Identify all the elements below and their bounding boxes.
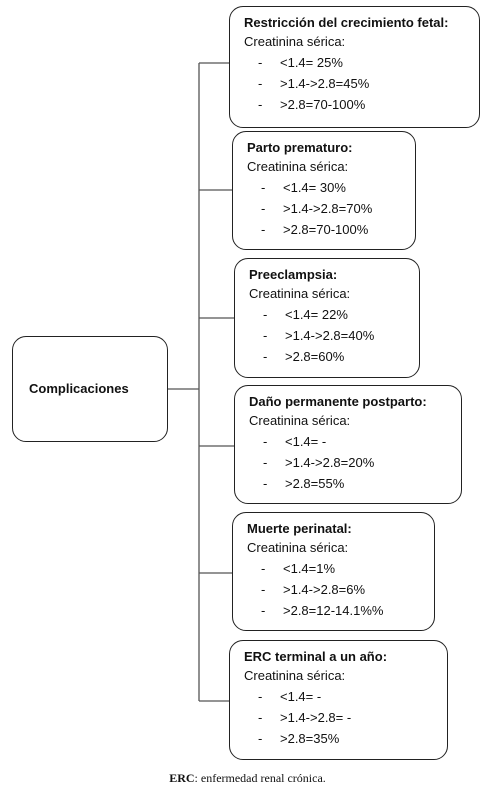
list-item <box>247 579 424 600</box>
list-item <box>244 94 469 115</box>
node-title: Daño permanente postparto: <box>249 394 427 409</box>
list-item-text: <1.4=1% <box>283 561 336 576</box>
list-item-text: >1.4->2.8=45% <box>280 76 370 91</box>
complication-node-fetal-growth <box>229 6 480 128</box>
footnote <box>0 771 495 786</box>
dash-bullet: - <box>258 97 263 112</box>
dash-bullet: - <box>263 349 268 364</box>
list-item <box>244 686 437 707</box>
list-item <box>249 473 451 494</box>
dash-bullet: - <box>263 455 268 470</box>
node-title: Restricción del crecimiento fetal: <box>244 15 449 30</box>
complication-node-preterm-birth <box>232 131 416 250</box>
list-item <box>247 600 424 621</box>
node-subtitle: Creatinina sérica: <box>249 413 351 428</box>
dash-bullet: - <box>258 55 263 70</box>
dash-bullet: - <box>258 76 263 91</box>
list-item-text: >2.8=55% <box>285 476 345 491</box>
list-item <box>247 198 405 219</box>
list-item <box>247 219 405 240</box>
list-item-text: >1.4->2.8= - <box>280 710 352 725</box>
dash-bullet: - <box>263 476 268 491</box>
list-item-text: >1.4->2.8=40% <box>285 328 375 343</box>
complication-node-perinatal-death <box>232 512 435 631</box>
dash-bullet: - <box>261 561 266 576</box>
footnote-text: : enfermedad renal crónica. <box>194 771 326 785</box>
list-item-text: >2.8=35% <box>280 731 340 746</box>
list-item <box>247 558 424 579</box>
list-item-text: <1.4= 30% <box>283 180 346 195</box>
node-subtitle: Creatinina sérica: <box>244 668 346 683</box>
node-subtitle: Creatinina sérica: <box>247 540 349 555</box>
dash-bullet: - <box>263 434 268 449</box>
list-item <box>249 452 451 473</box>
list-item-text: <1.4= - <box>285 434 327 449</box>
list-item-text: >1.4->2.8=20% <box>285 455 375 470</box>
list-item-text: <1.4= 22% <box>285 307 348 322</box>
node-title: Preeclampsia: <box>249 267 338 282</box>
list-item <box>244 728 437 749</box>
dash-bullet: - <box>258 710 263 725</box>
node-value-list <box>249 431 451 494</box>
list-item <box>244 707 437 728</box>
dash-bullet: - <box>258 731 263 746</box>
node-title: Parto prematuro: <box>247 140 353 155</box>
dash-bullet: - <box>263 328 268 343</box>
complication-node-esrd-one-year <box>229 640 448 760</box>
node-subtitle: Creatinina sérica: <box>249 286 351 301</box>
node-subtitle: Creatinina sérica: <box>247 159 349 174</box>
root-node-label: Complicaciones <box>29 381 129 396</box>
list-item-text: >2.8=70-100% <box>280 97 366 112</box>
dash-bullet: - <box>261 201 266 216</box>
list-item <box>249 346 409 367</box>
list-item-text: >1.4->2.8=70% <box>283 201 373 216</box>
dash-bullet: - <box>261 180 266 195</box>
node-title: ERC terminal a un año: <box>244 649 388 664</box>
dash-bullet: - <box>258 689 263 704</box>
node-value-list <box>244 52 469 115</box>
node-value-list <box>247 177 405 240</box>
list-item <box>249 304 409 325</box>
dash-bullet: - <box>261 582 266 597</box>
list-item <box>249 325 409 346</box>
node-title: Muerte perinatal: <box>247 521 352 536</box>
list-item <box>244 73 469 94</box>
list-item-text: >2.8=70-100% <box>283 222 369 237</box>
complication-node-preeclampsia <box>234 258 420 378</box>
dash-bullet: - <box>261 222 266 237</box>
complication-node-postpartum-damage <box>234 385 462 504</box>
list-item-text: >1.4->2.8=6% <box>283 582 366 597</box>
list-item <box>249 431 451 452</box>
list-item-text: <1.4= - <box>280 689 322 704</box>
footnote-abbreviation: ERC <box>169 771 195 785</box>
node-value-list <box>249 304 409 367</box>
root-node-box <box>12 336 168 442</box>
dash-bullet: - <box>263 307 268 322</box>
list-item-text: <1.4= 25% <box>280 55 343 70</box>
node-subtitle: Creatinina sérica: <box>244 34 346 49</box>
list-item <box>247 177 405 198</box>
list-item-text: >2.8=60% <box>285 349 345 364</box>
list-item-text: >2.8=12-14.1%% <box>283 603 384 618</box>
list-item <box>244 52 469 73</box>
node-value-list <box>244 686 437 749</box>
dash-bullet: - <box>261 603 266 618</box>
node-value-list <box>247 558 424 621</box>
